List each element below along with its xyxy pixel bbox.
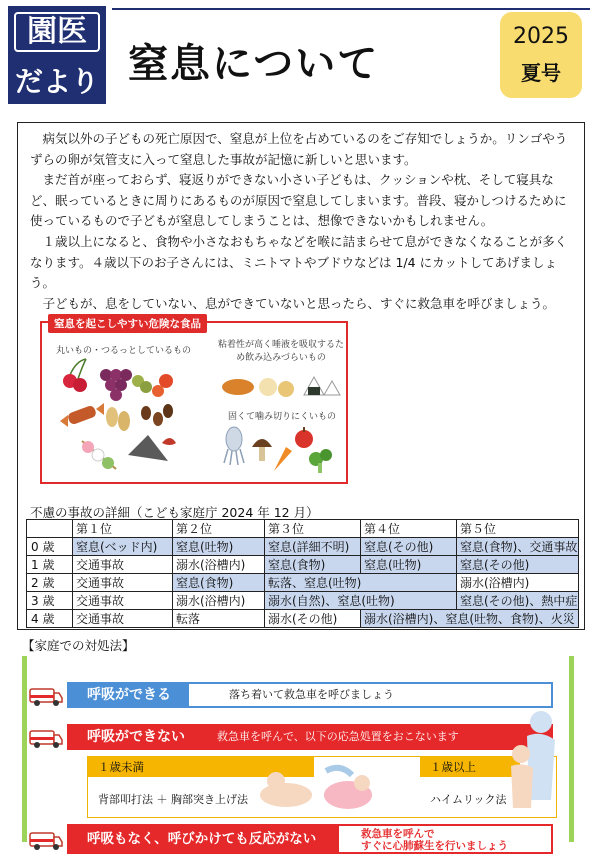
- table-header-cell: 第１位: [73, 520, 173, 538]
- breathing-ok-band: [67, 682, 553, 708]
- logo-line2: だより: [14, 65, 99, 98]
- mochi-icon: [259, 378, 294, 397]
- candy-icon: [60, 403, 104, 427]
- dangerous-food-panel: [40, 318, 348, 484]
- broccoli-icon: [309, 449, 332, 473]
- mushroom-icon: [252, 439, 272, 461]
- accident-cell: 溺水(浴槽内): [173, 556, 265, 574]
- accident-cell: 交通事故: [73, 592, 173, 610]
- accident-cell: 交通事故: [73, 556, 173, 574]
- first-aid-box: [87, 756, 557, 818]
- accident-cell: 窒息(その他): [457, 556, 579, 574]
- no-response-text-line1: 救急車を呼んで: [361, 828, 435, 840]
- age-cell: 4 歳: [27, 610, 73, 628]
- age-cell: 1 歳: [27, 556, 73, 574]
- no-response-text: [337, 824, 553, 854]
- accident-cell: 溺水(自然)、窒息(吐物): [265, 592, 457, 610]
- age-cell: 0 歳: [27, 538, 73, 556]
- article-box: [17, 122, 585, 630]
- accident-cell: 溺水(浴槽内)、窒息(吐物、食物)、火災: [361, 610, 579, 628]
- over-one-label: １歳以上: [420, 757, 520, 777]
- food-panel-tag: 窒息を起こしやすい危険な食品: [48, 314, 207, 333]
- table-body: [27, 538, 579, 628]
- home-measures-section: [22, 636, 574, 852]
- issue-badge: [500, 12, 582, 98]
- accident-cell: 窒息(吐物): [361, 556, 457, 574]
- table-row: [27, 556, 579, 574]
- table-row: [27, 610, 579, 628]
- ambulance-icon: [29, 727, 63, 749]
- accident-cell: 窒息(食物)、交通事故: [457, 538, 579, 556]
- ambulance-icon: [29, 685, 63, 707]
- food-label-hard: 固くて噛み切りにくいもの: [228, 412, 337, 422]
- table-header-cell: 第２位: [173, 520, 265, 538]
- no-response-text-line2: すぐに心肺蘇生を行いましょう: [361, 840, 508, 852]
- accident-cell: 窒息(食物): [173, 574, 265, 592]
- not-breathing-label: 呼吸ができない: [87, 729, 185, 745]
- not-breathing-text: 救急車を呼んで、以下の応急処置をおこないます: [217, 730, 459, 743]
- accident-cell: 溺水(浴槽内): [173, 592, 265, 610]
- no-response-band: [67, 824, 553, 854]
- grape-icon: [100, 369, 152, 401]
- accident-cell: 窒息(吐物): [173, 538, 265, 556]
- under-one-label: １歳未満: [88, 757, 314, 777]
- issue-year: 2025: [513, 24, 569, 49]
- issue-season: 夏号: [521, 61, 561, 85]
- intro-paragraph: 病気以外の子どもの死亡原因で、窒息が上位を占めているのをご存知でしょうか。リンゴやうずらの卵が気管支に入って窒息した事故が記憶に新しいと思います。: [30, 131, 568, 167]
- accident-cell: 窒息(その他): [361, 538, 457, 556]
- accident-cell: 窒息(詳細不明): [265, 538, 361, 556]
- no-response-label: 呼吸もなく、呼びかけても反応がない: [67, 824, 337, 854]
- infant-first-aid-illustration: [256, 761, 396, 817]
- tomato-icon: [152, 374, 173, 397]
- accident-cell: 転落: [173, 610, 265, 628]
- food-label-round: 丸いもの・つるっとしているもの: [56, 346, 192, 356]
- accident-cell: 窒息(ベッド内): [73, 538, 173, 556]
- age-cell: 3 歳: [27, 592, 73, 610]
- apple-icon: [295, 427, 313, 448]
- accident-cell: 溺水(その他): [265, 610, 361, 628]
- page-title: 窒息について: [128, 41, 380, 87]
- table-header-row: [27, 520, 579, 538]
- table-caption: 不慮の事故の詳細（こども家庭庁 2024 年 12 月）: [30, 505, 319, 520]
- header-rule: [112, 8, 590, 10]
- intro-paragraph: １歳以上になると、食物や小さなおもちゃなどを喉に詰まらせて息ができなくなることが多くなります。４歳以下のお子さんには、ミニトマトやブドウなどは 1/4 にカットしてあげましょう。: [30, 233, 568, 291]
- not-breathing-band: [67, 724, 553, 750]
- table-header-cell: 第４位: [361, 520, 457, 538]
- food-illustration: [42, 323, 346, 482]
- cherry-icon: [63, 359, 87, 392]
- peanut-icon: [106, 407, 130, 431]
- squid-icon: [224, 427, 244, 465]
- age-cell: 2 歳: [27, 574, 73, 592]
- newsletter-logo: [8, 6, 106, 104]
- accident-cell: 窒息(食物): [265, 556, 361, 574]
- logo-line1: 園医: [14, 12, 100, 52]
- table-header-cell: 第３位: [265, 520, 361, 538]
- table-row: [27, 538, 579, 556]
- accident-cell: 交通事故: [73, 610, 173, 628]
- home-measures-tag: 【家庭での対処法】: [22, 638, 135, 653]
- intro-text: [30, 129, 576, 314]
- dango-icon: [82, 441, 116, 469]
- heimlich-illustration: [497, 708, 567, 818]
- breathing-ok-text: 落ち着いて救急車を呼びましょう: [187, 682, 553, 708]
- intro-paragraph: まだ首が座っておらず、寝返りができない小さい子どもは、クッションや枕、そして寝具など、眠っているときに周りにあるものが原因で窒息してしまいます。普段、寝かしつけるために使っているもので子どもが窒息してしまうことは、想像できないかもしれません。: [30, 172, 567, 229]
- table-row: [27, 574, 579, 592]
- table-header-cell: 第５位: [457, 520, 579, 538]
- accident-table: [26, 519, 579, 628]
- accident-cell: 転落、窒息(吐物): [265, 574, 457, 592]
- under-one-method: 背部叩打法 ＋ 胸部突き上げ法: [98, 793, 248, 806]
- breathing-ok-label: 呼吸ができる: [67, 682, 187, 708]
- bean-icon: [141, 404, 173, 426]
- food-label-sticky: 粘着性が高く唾液を吸収するため飲み込みづらいもの: [218, 340, 345, 363]
- table-row: [27, 592, 579, 610]
- accident-cell: 窒息(その他)、熱中症: [457, 592, 579, 610]
- intro-paragraph: 子どもが、息をしていない、息ができていないと思ったら、すぐに救急車を呼びましょう。: [42, 295, 556, 311]
- jelly-icon: [128, 435, 176, 461]
- home-measures-frame: [22, 656, 574, 852]
- rice-ball-icon: [304, 377, 340, 395]
- over-one-method: ハイムリック法: [430, 793, 507, 806]
- carrot-icon: [274, 447, 292, 471]
- newsletter-header: [8, 6, 590, 104]
- accident-cell: 溺水(浴槽内): [457, 574, 579, 592]
- accident-cell: 交通事故: [73, 574, 173, 592]
- ambulance-icon: [29, 829, 63, 851]
- bread-icon: [222, 379, 254, 395]
- table-header-cell: [27, 520, 73, 538]
